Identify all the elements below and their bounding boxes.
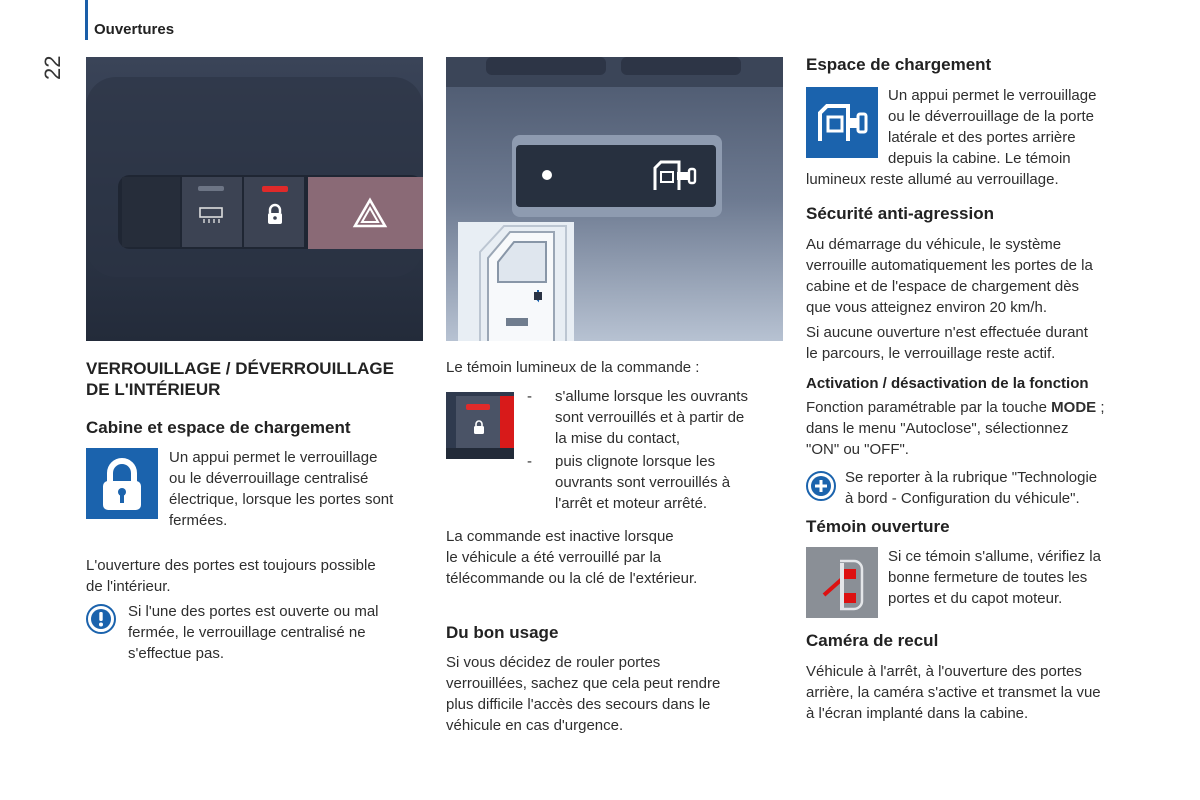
good-use-title: Du bon usage — [446, 623, 559, 642]
list-item: - s'allume lorsque les ouvrants sont verrouillés et à partir de la mise du contact, — [527, 388, 748, 447]
security-text-2: Si aucune ouverture n'est effectuée durant le parcours, le verrouillage reste actif. — [806, 324, 1088, 362]
info-reference-text: Se reporter à la rubrique "Technologie à bord - Configuration du véhicule". — [845, 469, 1098, 507]
cargo-lock-icon — [806, 87, 878, 158]
central-lock-icon — [86, 448, 158, 519]
section-title: VERROUILLAGE / DÉVERROUILLAGE DE L'INTÉRIEUR — [86, 359, 394, 399]
page-header-title: Ouvertures — [94, 21, 175, 38]
activation-title: Activation / désactivation de la fonction — [806, 375, 1089, 392]
door-indicator-title: Témoin ouverture — [806, 517, 950, 536]
header-accent-bar — [85, 0, 88, 40]
dashboard-buttons-photo — [86, 57, 423, 341]
page-number: 22 — [40, 55, 65, 80]
warning-icon — [86, 604, 116, 634]
cargo-door-lock-icon — [649, 160, 699, 197]
list-item: - puis clignote lorsque les ouvrants sont verrouillés à l'arrêt et moteur arrêté. — [527, 453, 731, 512]
activation-text: Fonction paramétrable par la touche MODE ; dans le menu "Autoclose", sélectionnez "ON" ou "OFF". — [806, 399, 1105, 458]
door-indicator-text: Si ce témoin s'allume, vérifiez la bonne fermeture de toutes les portes et du capot moteur. — [888, 548, 1101, 607]
interior-opening-text: L'ouverture des portes est toujours possible de l'intérieur. — [86, 557, 376, 595]
mode-key-label: MODE — [1051, 399, 1097, 416]
indicator-lock-icon — [473, 420, 485, 439]
camera-title: Caméra de recul — [806, 631, 939, 650]
cargo-control-photo — [446, 57, 783, 341]
subsection-title-cabin: Cabine et espace de chargement — [86, 418, 351, 437]
cargo-text-last: lumineux reste allumé au verrouillage. — [806, 171, 1059, 188]
defrost-icon — [198, 205, 224, 230]
door-open-icon — [806, 547, 878, 618]
hazard-icon — [352, 197, 388, 234]
camera-text: Véhicule à l'arrêt, à l'ouverture des portes arrière, la caméra s'active et transmet la vue à l'écran implanté dans la cabine. — [806, 663, 1101, 722]
warning-text: Si l'une des portes est ouverte ou mal fermée, le verrouillage centralisé ne s'effectue pas. — [128, 603, 379, 662]
good-use-text: Si vous décidez de rouler portes verrouillées, sachez que cela peut rendre plus difficile l'accès des secours dans le véhicule en cas d'urgence. — [446, 654, 721, 734]
indicator-bullet-list — [521, 386, 781, 514]
cargo-text: Un appui permet le verrouillage ou le déverrouillage de la porte latérale et des portes arrière depuis la cabine. Le témoin — [888, 87, 1097, 167]
indicator-thumbnail — [446, 392, 514, 459]
lock-icon — [266, 203, 284, 230]
indicator-intro-text: Le témoin lumineux de la commande : — [446, 359, 700, 376]
van-door-thumbnail — [458, 222, 574, 341]
info-plus-icon — [806, 471, 836, 501]
inactive-command-text: La commande est inactive lorsque le véhicule a été verrouillé par la télécommande ou la clé de l'extérieur. — [446, 528, 698, 587]
security-text: Au démarrage du véhicule, le système verrouille automatiquement les portes de la cabine et de l'espace de chargement dès que vous atteignez environ 20 km/h. — [806, 236, 1093, 316]
central-lock-text: Un appui permet le verrouillage ou le déverrouillage centralisé électrique, lorsque les portes sont fermées. — [169, 449, 394, 529]
cargo-title: Espace de chargement — [806, 55, 992, 74]
security-title: Sécurité anti-agression — [806, 204, 995, 223]
